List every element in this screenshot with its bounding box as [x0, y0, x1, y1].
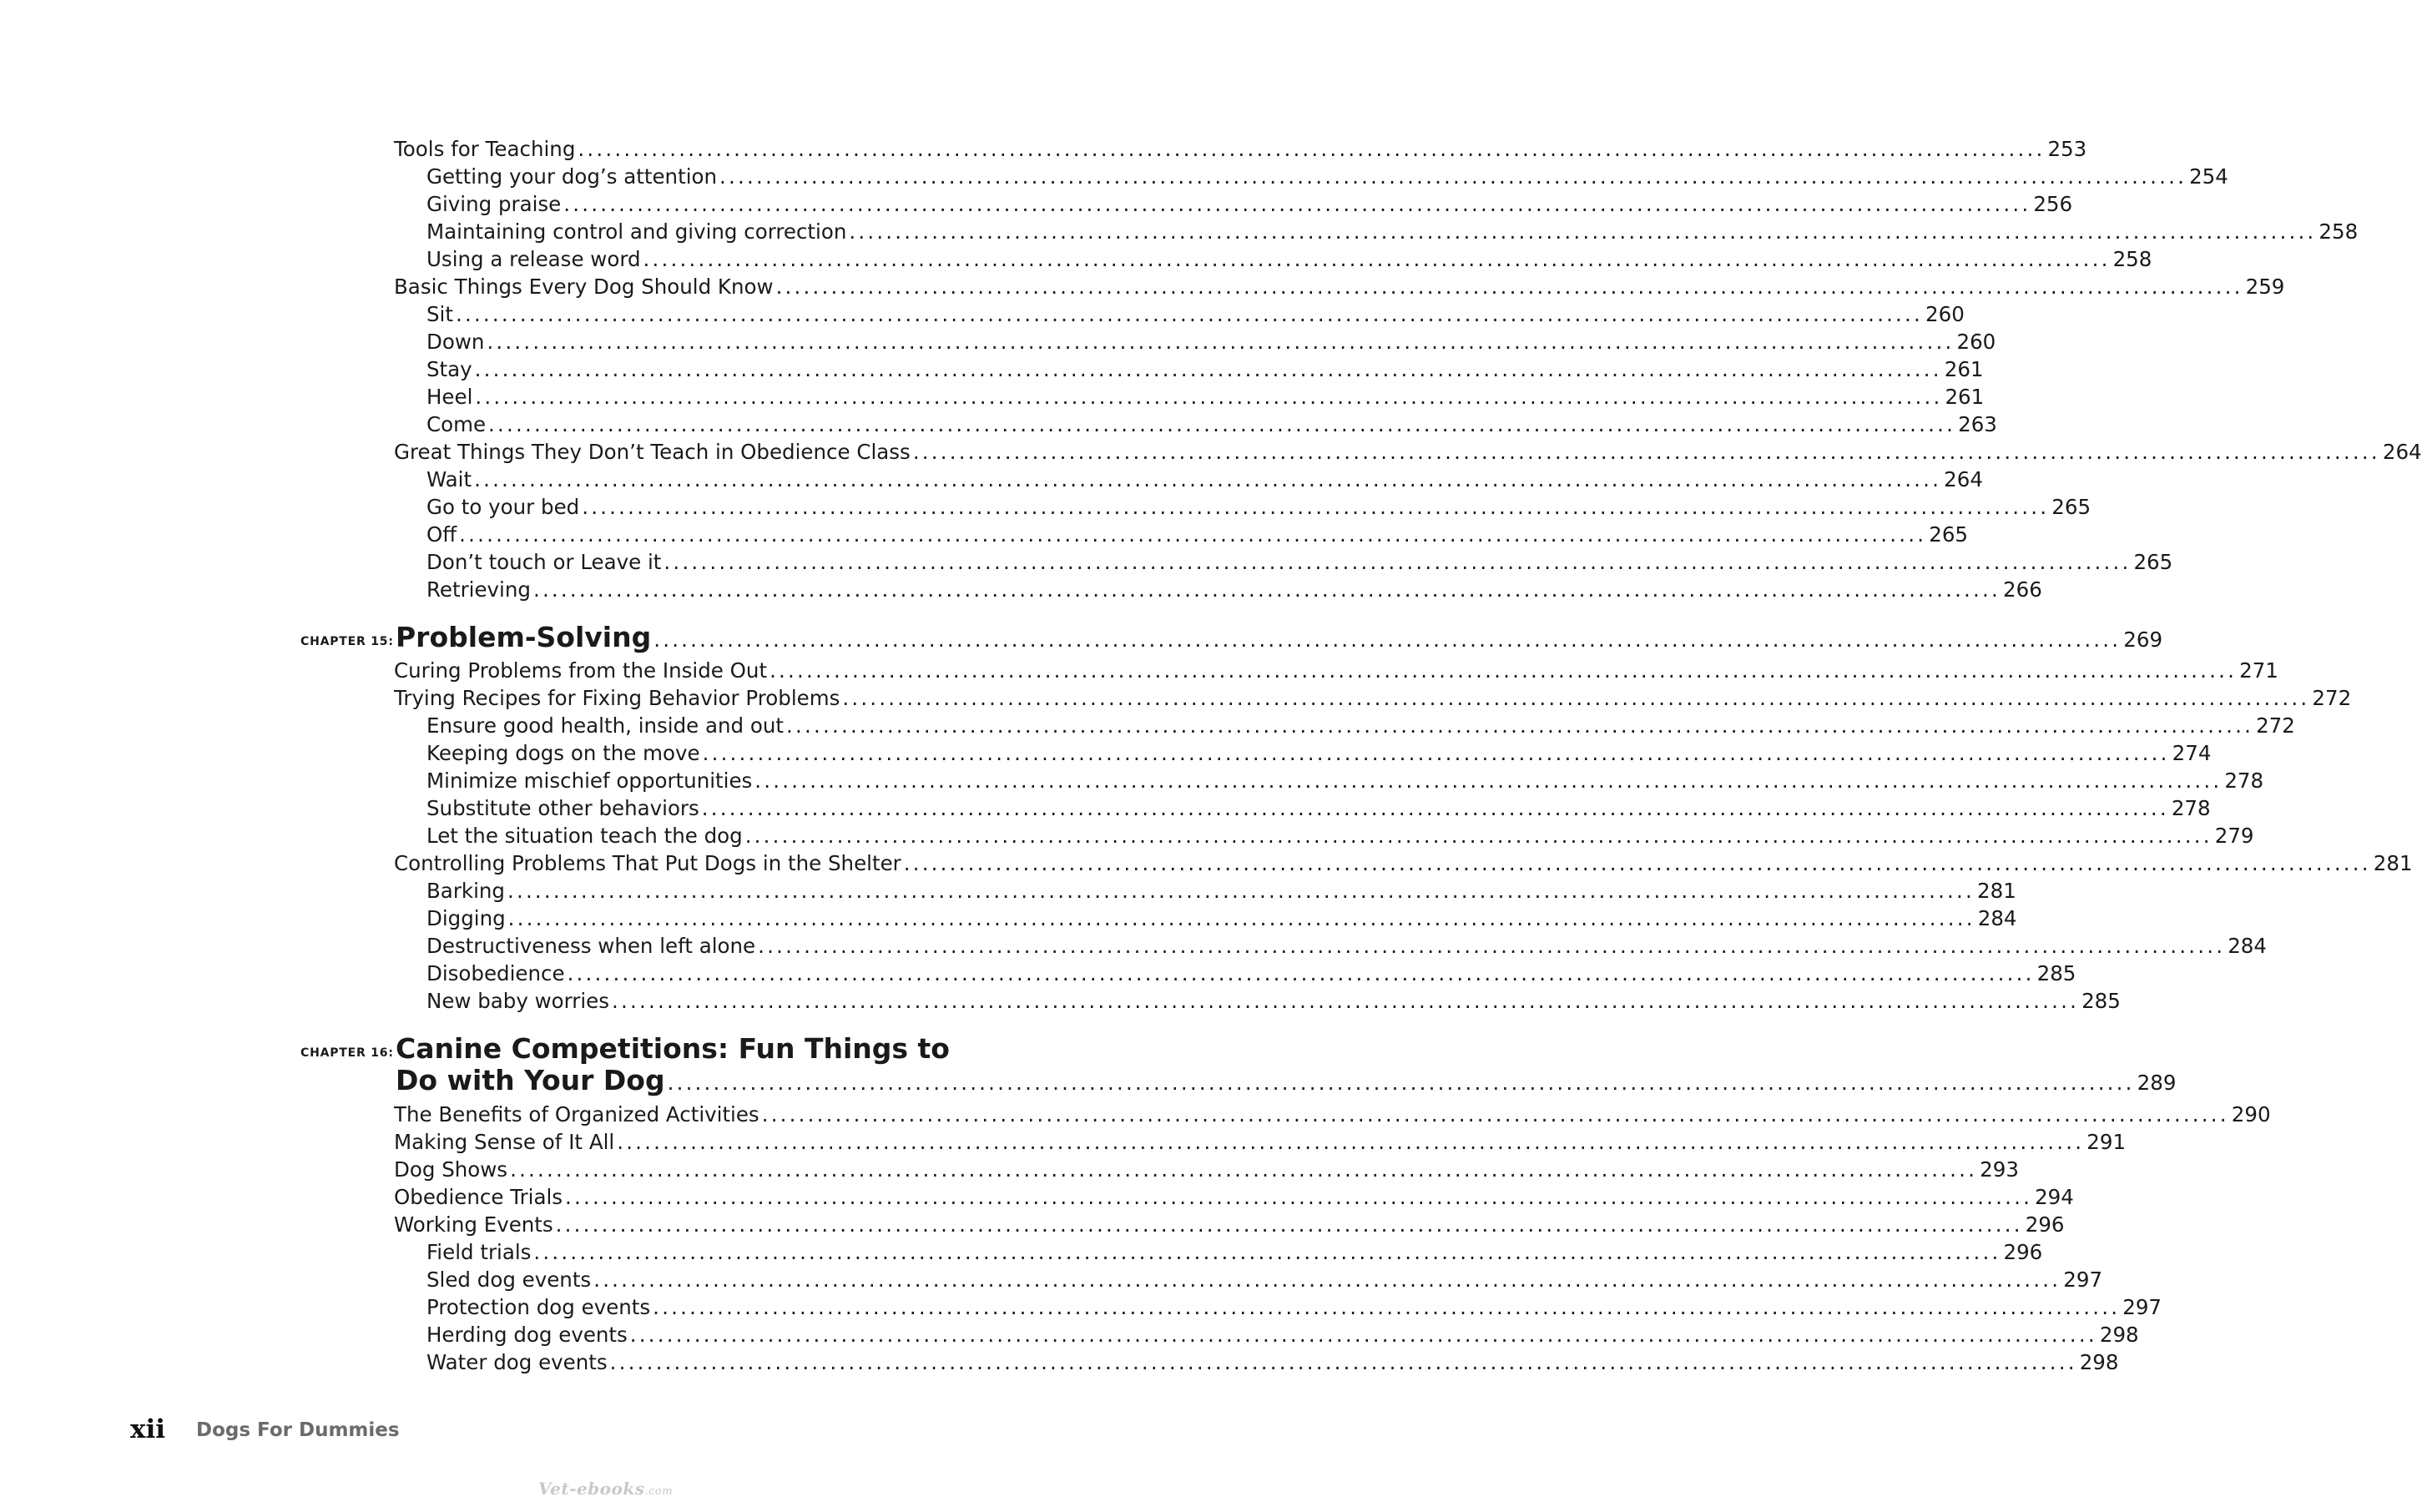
toc-entry-page: 272 [2256, 713, 2295, 738]
toc-entry-page: 290 [2231, 1102, 2271, 1126]
toc-entry-title: The Benefits of Organized Activities [394, 1102, 759, 1126]
toc-entry-title: Down [426, 330, 485, 354]
dot-leader: ................................................................................................................................................................ [487, 330, 1955, 354]
toc-entry-page: 296 [2025, 1212, 2065, 1237]
watermark-logo [538, 1479, 673, 1499]
toc-entry-title: Water dog events [426, 1350, 608, 1374]
dot-leader: ................................................................................................................................................................ [719, 164, 2187, 189]
toc-entry-title: Curing Problems from the Inside Out [394, 658, 768, 683]
dot-leader: ................................................................................................................................................................ [612, 989, 2080, 1013]
toc-entry [426, 1295, 2162, 1320]
toc-entry-title: Barking [426, 879, 505, 903]
dot-leader: ................................................................................................................................................................ [510, 1157, 1978, 1182]
toc-entry-title: Dog Shows [394, 1157, 508, 1182]
toc-entry-title: Herding dog events [426, 1323, 628, 1347]
toc-entry-page: 274 [2172, 741, 2212, 765]
dot-leader: ................................................................................................................................................................ [578, 137, 2046, 161]
toc-entry-page: 265 [2133, 550, 2173, 574]
dot-leader: ................................................................................................................................................................ [617, 1130, 2085, 1154]
watermark-suffix: .com [644, 1485, 674, 1498]
page-number: xii [130, 1414, 166, 1444]
toc-entry [426, 961, 2076, 986]
toc-entry-page: 260 [1956, 330, 1996, 354]
dot-leader: ................................................................................................................................................................ [754, 769, 2223, 793]
toc-entry-title: Retrieving [426, 577, 531, 602]
toc-entry [426, 385, 1985, 410]
dot-leader: ................................................................................................................................................................ [532, 577, 2001, 602]
toc-entry [426, 302, 1965, 327]
dot-leader: ................................................................................................................................................................ [775, 275, 2243, 299]
toc-entry-page: 261 [1944, 357, 1984, 381]
toc-entry [426, 1240, 2043, 1265]
toc-entry [426, 989, 2121, 1014]
toc-entry-page: 297 [2122, 1295, 2162, 1319]
toc-entry [426, 741, 2212, 766]
toc-entry-page: 278 [2171, 796, 2211, 820]
toc-entry [426, 467, 1983, 492]
toc-entry-page: 296 [2003, 1240, 2043, 1264]
toc-entry-page: 265 [2051, 495, 2091, 519]
dot-leader: ................................................................................................................................................................ [912, 440, 2380, 464]
toc-entry [394, 275, 2285, 300]
toc-entry-title: Protection dog events [426, 1295, 651, 1319]
dot-leader: ................................................................................................................................................................ [609, 1350, 2077, 1374]
toc-entry-page: 298 [2079, 1350, 2119, 1374]
toc-entry [394, 1102, 2271, 1127]
toc-entry [426, 824, 2254, 849]
toc-entry [394, 1130, 2127, 1155]
toc-entry-title: Trying Recipes for Fixing Behavior Problems [394, 686, 840, 710]
running-footer-title: Dogs For Dummies [196, 1419, 400, 1441]
toc-entry-page: 284 [1977, 906, 2017, 930]
chapter-page: 269 [2123, 627, 2163, 652]
toc-entry [394, 686, 2352, 711]
toc-entry [394, 137, 2087, 162]
chapter-heading [396, 621, 2163, 653]
toc-entry-page: 285 [2081, 989, 2121, 1013]
dot-leader: ................................................................................................................................................................ [533, 1240, 2001, 1264]
toc-entry [426, 330, 1996, 355]
toc-entry-page: 266 [2003, 577, 2042, 602]
toc-entry-title: Substitute other behaviors [426, 796, 699, 820]
toc-entry-title: Go to your bed [426, 495, 580, 519]
toc-entry-title: Stay [426, 357, 472, 381]
dot-leader: ................................................................................................................................................................ [507, 906, 1975, 930]
toc-entry-page: 265 [1929, 522, 1968, 547]
dot-leader: ................................................................................................................................................................ [593, 1268, 2061, 1292]
dot-leader: ................................................................................................................................................................ [455, 302, 1924, 326]
dot-leader: ................................................................................................................................................................ [664, 550, 2132, 574]
toc-entry [426, 934, 2267, 959]
toc-entry [426, 1268, 2103, 1293]
toc-entry [394, 1185, 2074, 1210]
toc-entry [426, 879, 2016, 904]
dot-leader: ................................................................................................................................................................ [459, 522, 1927, 547]
dot-leader: ................................................................................................................................................................ [769, 658, 2238, 683]
toc-entry-title: Heel [426, 385, 473, 409]
dot-leader: ................................................................................................................................................................ [507, 879, 1975, 903]
chapter-title-continued: Do with Your Dog [396, 1064, 665, 1096]
dot-leader: ................................................................................................................................................................ [565, 1185, 2033, 1209]
dot-leader: ................................................................................................................................................................ [629, 1323, 2097, 1347]
toc-entry-page: 298 [2099, 1323, 2139, 1347]
toc-entry [426, 1323, 2139, 1348]
dot-leader: ................................................................................................................................................................ [842, 686, 2310, 710]
toc-entry-page: 291 [2086, 1130, 2127, 1154]
toc-entry [394, 658, 2278, 683]
toc-entry [426, 550, 2173, 575]
toc-entry-title: Don’t touch or Leave it [426, 550, 662, 574]
toc-entry-page: 253 [2047, 137, 2087, 161]
dot-leader: ................................................................................................................................................................ [475, 385, 1943, 409]
toc-entry-page: 285 [2036, 961, 2076, 985]
toc-entry-title: Digging [426, 906, 506, 930]
toc-entry-title: Great Things They Don’t Teach in Obedience Class [394, 440, 911, 464]
toc-entry [426, 906, 2017, 931]
toc-entry-page: 293 [1980, 1157, 2019, 1182]
toc-entry-page: 294 [2035, 1185, 2074, 1209]
dot-leader: ................................................................................................................................................................ [758, 934, 2226, 958]
toc-entry-title: Come [426, 412, 487, 436]
dot-leader: ................................................................................................................................................................ [563, 192, 2031, 216]
dot-leader: ................................................................................................................................................................ [702, 741, 2170, 765]
toc-entry-page: 297 [2063, 1268, 2103, 1292]
toc-entry-title: Using a release word [426, 247, 641, 271]
toc-entry-page: 259 [2245, 275, 2285, 299]
dot-leader: ................................................................................................................................................................ [555, 1212, 2023, 1237]
toc-entry-title: Controlling Problems That Put Dogs in the Shelter [394, 851, 901, 875]
dot-leader: ................................................................................................................................................................ [701, 796, 2169, 820]
toc-entry-title: Giving praise [426, 192, 562, 216]
toc-entry-title: Tools for Teaching [394, 137, 576, 161]
toc-entry-title: Let the situation teach the dog [426, 824, 743, 848]
toc-entry-page: 279 [2214, 824, 2254, 848]
dot-leader: ................................................................................................................................................................ [761, 1102, 2229, 1126]
toc-entry [394, 1212, 2065, 1237]
toc-entry-title: Basic Things Every Dog Should Know [394, 275, 774, 299]
toc-entry-page: 258 [2319, 219, 2359, 244]
toc-entry-page: 272 [2312, 686, 2352, 710]
toc-entry-title: Working Events [394, 1212, 553, 1237]
toc-entry [426, 522, 1968, 547]
toc-entry-title: Maintaining control and giving correction [426, 219, 847, 244]
toc-entry [426, 357, 1984, 382]
toc-entry [426, 164, 2228, 189]
toc-entry [394, 851, 2413, 876]
chapter-page: 289 [2137, 1071, 2177, 1095]
toc-entry-page: 260 [1925, 302, 1965, 326]
dot-leader: ................................................................................................................................................................ [744, 824, 2213, 848]
toc-entry-page: 278 [2224, 769, 2264, 793]
dot-leader: ................................................................................................................................................................ [849, 219, 2317, 244]
dot-leader: ................................................................................................................................................................ [488, 412, 1956, 436]
dot-leader: ................................................................................................................................................................ [582, 495, 2050, 519]
toc-entry-title: Destructiveness when left alone [426, 934, 756, 958]
toc-entry [426, 1350, 2119, 1375]
toc-entry-title: Ensure good health, inside and out [426, 713, 785, 738]
toc-entry-page: 263 [1958, 412, 1997, 436]
dot-leader: ................................................................................................................................................................ [653, 627, 2122, 652]
toc-entry-title: Sled dog events [426, 1268, 592, 1292]
dot-leader: ................................................................................................................................................................ [903, 851, 2371, 875]
toc-entry-title: Wait [426, 467, 472, 491]
toc-entry-page: 271 [2239, 658, 2278, 683]
toc-entry [394, 1157, 2019, 1182]
chapter-title: Canine Competitions: Fun Things to [396, 1032, 950, 1065]
toc-entry-page: 281 [1977, 879, 2016, 903]
dot-leader: ................................................................................................................................................................ [474, 357, 1942, 381]
dot-leader: ................................................................................................................................................................ [474, 467, 1942, 491]
toc-entry-title: Off [426, 522, 457, 547]
dot-leader: ................................................................................................................................................................ [667, 1071, 2135, 1095]
chapter-label: CHAPTER 16: [300, 1046, 394, 1060]
toc-entry-title: Obedience Trials [394, 1185, 563, 1209]
chapter-title: Problem-Solving [396, 621, 652, 653]
toc-entry-title: Disobedience [426, 961, 565, 985]
toc-entry [426, 247, 2152, 272]
toc-entry-title: Keeping dogs on the move [426, 741, 700, 765]
dot-leader: ................................................................................................................................................................ [786, 713, 2254, 738]
toc-entry [426, 412, 1997, 437]
toc-entry-title: Making Sense of It All [394, 1130, 615, 1154]
toc-entry-page: 264 [2382, 440, 2422, 464]
chapter-heading [396, 1064, 2177, 1096]
toc-entry [426, 495, 2091, 520]
toc-entry-page: 256 [2033, 192, 2073, 216]
toc-entry-page: 264 [1944, 467, 1983, 491]
toc-entry-page: 261 [1945, 385, 1985, 409]
toc-entry-title: Field trials [426, 1240, 532, 1264]
dot-leader: ................................................................................................................................................................ [567, 961, 2035, 985]
toc-entry [426, 192, 2073, 217]
dot-leader: ................................................................................................................................................................ [653, 1295, 2121, 1319]
toc-entry-title: Minimize mischief opportunities [426, 769, 753, 793]
toc-entry [426, 796, 2211, 821]
toc-entry-title: Getting your dog’s attention [426, 164, 718, 189]
watermark-text: Vet-ebooks [538, 1479, 645, 1499]
toc-entry [426, 219, 2359, 244]
toc-entry-page: 281 [2373, 851, 2413, 875]
toc-entry-title: Sit [426, 302, 453, 326]
toc-entry-page: 284 [2228, 934, 2267, 958]
chapter-label: CHAPTER 15: [300, 635, 394, 648]
toc-entry [426, 713, 2295, 738]
dot-leader: ................................................................................................................................................................ [643, 247, 2111, 271]
toc-entry [426, 577, 2042, 602]
toc-entry [426, 769, 2264, 794]
toc-entry-page: 254 [2189, 164, 2228, 189]
toc-entry [394, 440, 2422, 465]
toc-entry-title: New baby worries [426, 989, 610, 1013]
toc-entry-page: 258 [2112, 247, 2152, 271]
